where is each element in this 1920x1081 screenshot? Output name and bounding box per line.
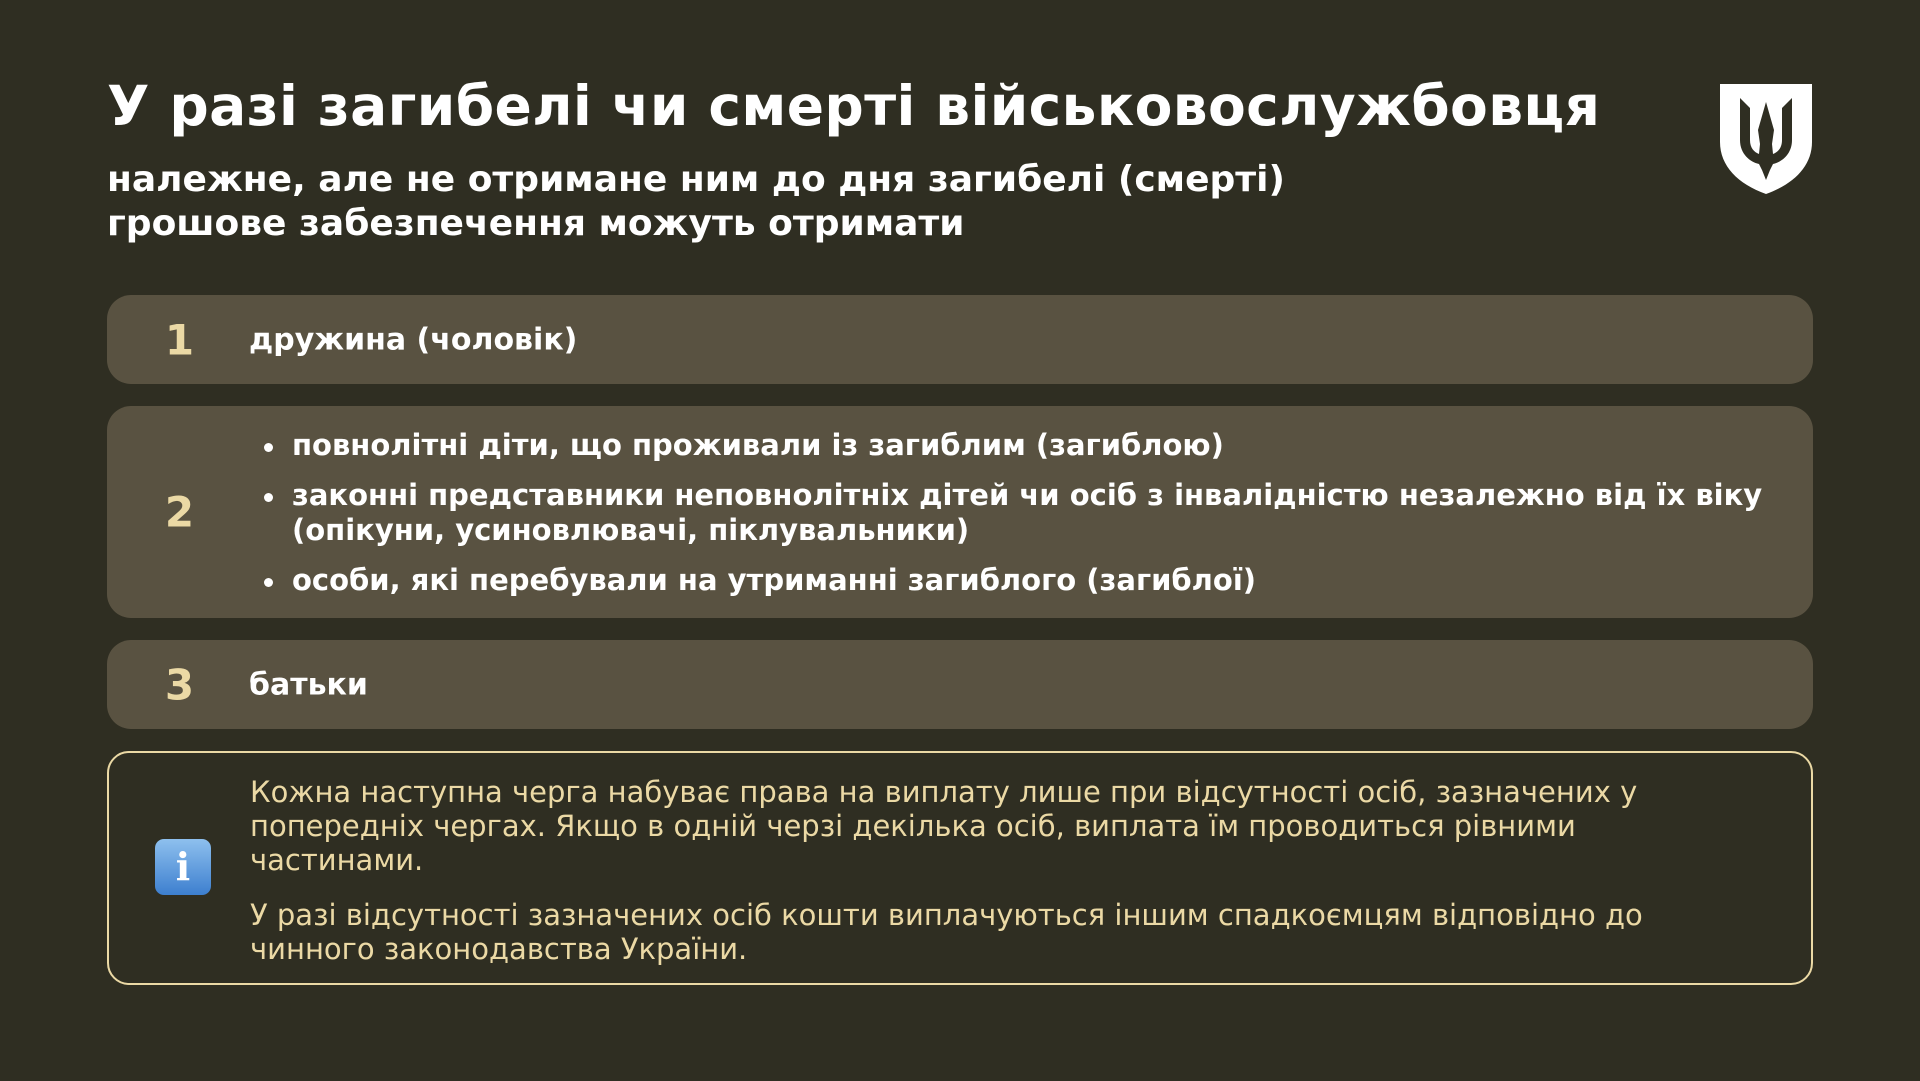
queue-card-1 [107, 295, 1813, 384]
info-text [250, 775, 1770, 966]
queue-text: дружина (чоловік) [249, 322, 578, 357]
queue-card-2 [107, 406, 1813, 618]
info-line: частинами. [250, 843, 424, 877]
queue-number: 2 [164, 487, 195, 537]
queue-number: 1 [164, 315, 195, 364]
info-line: Кожна наступна черга набуває права на виплату лише при відсутності осіб, зазначених у [250, 775, 1638, 809]
list-item-text: законні представники неповнолітніх дітей чи осіб з інвалідністю незалежно від їх віку [292, 478, 1763, 512]
subtitle-line: грошове забезпечення можуть отримати [107, 203, 965, 244]
info-line: попередніх чергах. Якщо в одній черзі декілька осіб, виплата їм проводиться рівними [250, 809, 1576, 843]
info-paragraph [250, 898, 1770, 966]
list-item-text: (опікуни, усиновлювачі, піклувальники) [292, 513, 970, 547]
list-item [249, 563, 1762, 598]
queue-card-3 [107, 640, 1813, 729]
list-item-text: особи, які перебували на утриманні загиблого (загиблої) [292, 563, 1257, 597]
list-item [249, 428, 1762, 463]
info-icon: i [155, 839, 211, 895]
info-box [107, 751, 1813, 985]
queue-bullet-list [249, 428, 1762, 613]
list-item [249, 478, 1762, 548]
info-paragraph [250, 775, 1770, 877]
trident-shield-icon [1718, 84, 1814, 194]
info-line: чинного законодавства України. [250, 932, 748, 966]
queue-number: 3 [164, 660, 195, 709]
queue-text: батьки [249, 667, 368, 702]
info-line: У разі відсутності зазначених осіб кошти виплачуються іншим спадкоємцям відповідно до [250, 898, 1643, 932]
page-subtitle [107, 158, 1507, 246]
page-title: У разі загибелі чи смерті військовослужбовця [107, 74, 1601, 138]
subtitle-line: належне, але не отримане ним до дня загибелі (смерті) [107, 159, 1285, 200]
list-item-text: повнолітні діти, що проживали із загиблим (загиблою) [292, 428, 1224, 462]
